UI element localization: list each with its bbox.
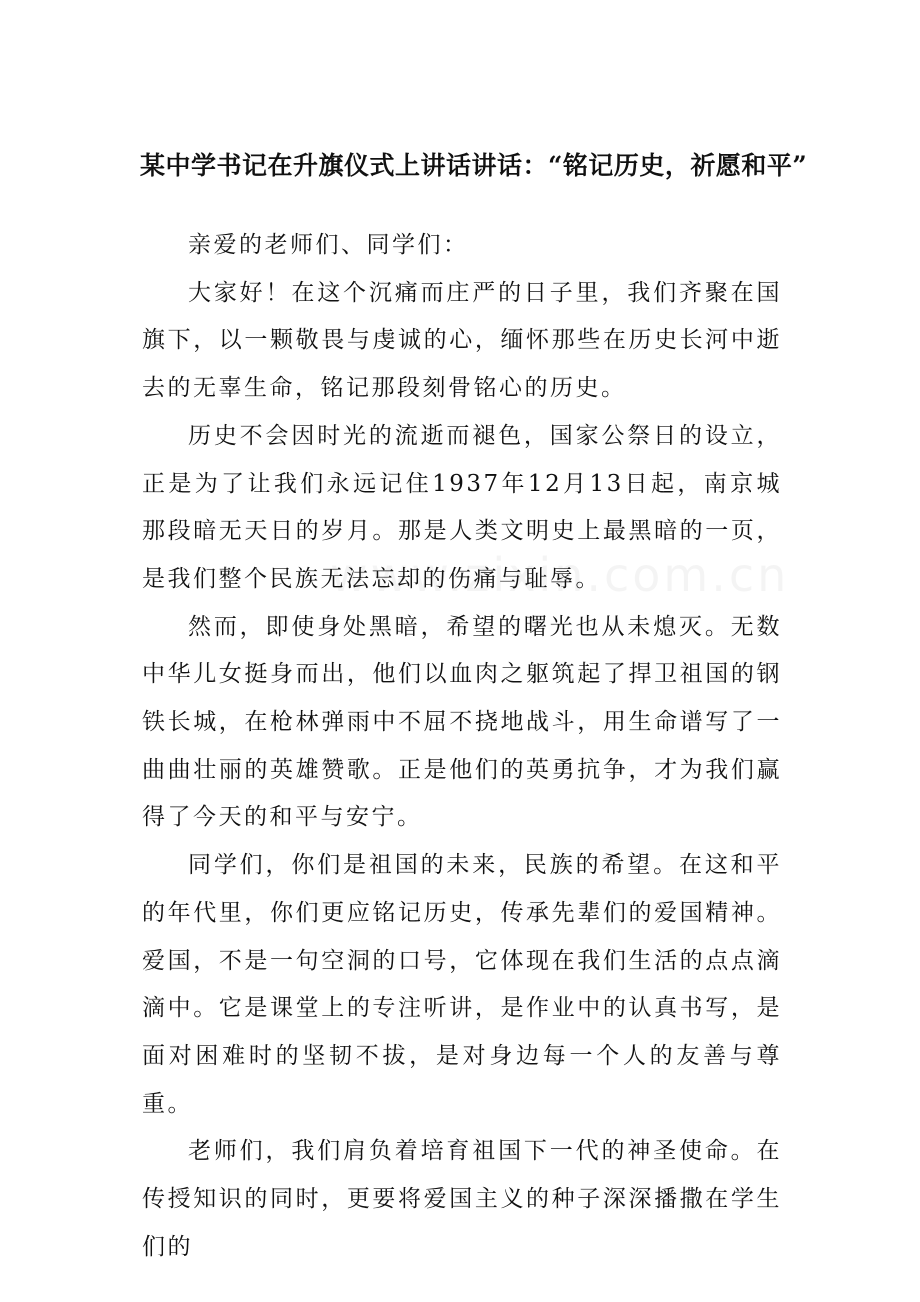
paragraph-opening: 大家好！在这个沉痛而庄严的日子里，我们齐聚在国旗下，以一颗敬畏与虔诚的心，缅怀那些在历史长河中逝去的无辜生命，铭记那段刻骨铭心的历史。 [142,279,782,402]
paragraph-heroes: 然而，即使身处黑暗，希望的曙光也从未熄灭。无数中华儿女挺身而出，他们以血肉之躯筑起了捍卫祖国的钢铁长城，在枪林弹雨中不屈不挠地战斗，用生命谱写了一曲曲壮丽的英雄赞歌。正是他们的英勇抗争，才为我们赢得了今天的和平与安宁。 [142,613,782,831]
document-title: 某中学书记在升旗仪式上讲话讲话：“铭记历史，祈愿和平” [140,151,808,180]
paragraph-history: 历史不会因时光的流逝而褪色，国家公祭日的设立，正是为了让我们永远记住1937年12月13日起，南京城那段暗无天日的岁月。那是人类文明史上最黑暗的一页，是我们整个民族无法忘却的伤痛与耻辱。 [142,422,782,592]
paragraph-greeting: 亲爱的老师们、同学们： [188,232,469,258]
paragraph-students: 同学们，你们是祖国的未来，民族的希望。在这和平的年代里，你们更应铭记历史，传承先辈们的爱国精神。爱国，不是一句空洞的口号，它体现在我们生活的点点滴滴中。它是课堂上的专注听讲，是作业中的认真书写，是面对困难时的坚韧不拔，是对身边每一个人的友善与尊重。 [142,852,782,1117]
document-body [142,222,782,1271]
paragraph-teachers: 老师们，我们肩负着培育祖国下一代的神圣使命。在传授知识的同时，更要将爱国主义的种子深深播撒在学生们的 [142,1138,782,1260]
